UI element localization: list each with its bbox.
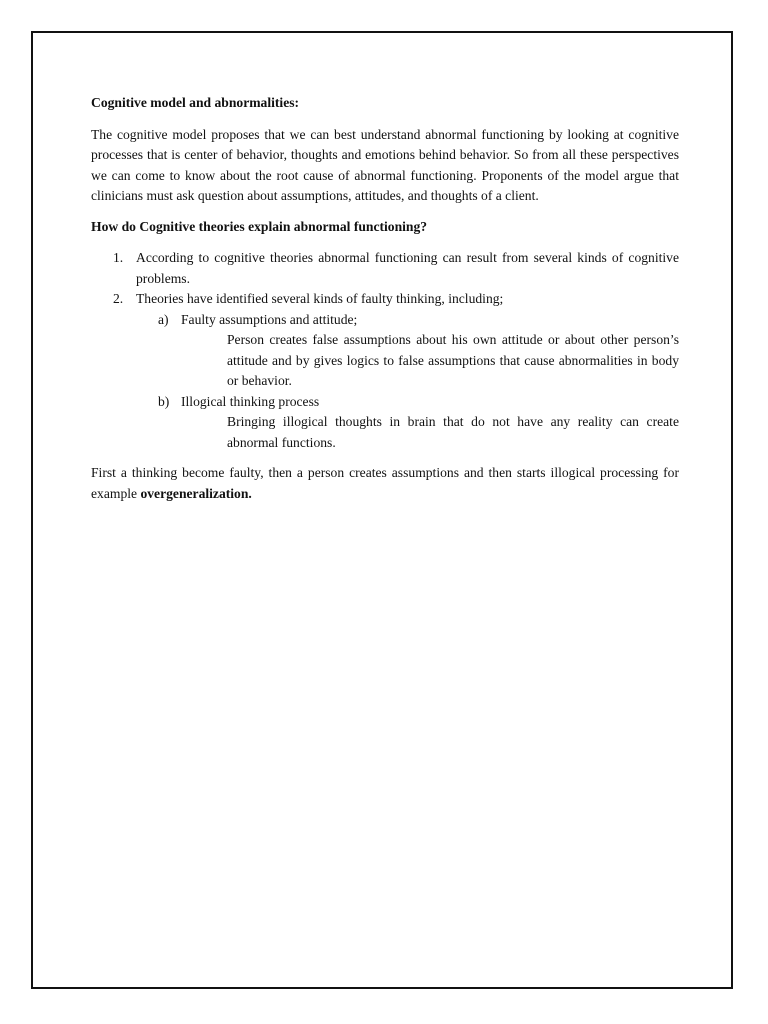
closing-text: First a thinking become faulty, then a person creates assumptions and then starts illogical processing for example [91, 465, 679, 501]
list-item-text: According to cognitive theories abnormal functioning can result from several kinds of cognitive problems. [136, 250, 679, 286]
closing-paragraph [91, 463, 679, 504]
section-heading-cognitive-theories: How do Cognitive theories explain abnormal functioning? [91, 218, 428, 234]
list-item [91, 289, 679, 310]
list-marker: 1. [113, 250, 124, 265]
sublist-item-title: Illogical thinking process [181, 393, 320, 409]
closing-bold-term: overgeneralization. [140, 485, 252, 501]
sublist-marker: b) [158, 393, 170, 409]
list-item-text: Theories have identified several kinds of faulty thinking, including; [136, 291, 504, 306]
sublist-item [91, 310, 679, 331]
section-heading-cognitive-model: Cognitive model and abnormalities: [91, 95, 300, 110]
sublist-item-title: Faulty assumptions and attitude; [181, 311, 358, 327]
sublist-marker: a) [158, 311, 169, 327]
numbered-list [91, 248, 679, 453]
sublist-item [91, 392, 679, 413]
intro-paragraph: The cognitive model proposes that we can best understand abnormal functioning by looking at cognitive processes that is center of behavior, thoughts and emotions behind behavior. So from all these perspectives we can come to know about the root cause of abnormal functioning. Proponents of the model argue that clinicians must ask question about assumptions, attitudes, and thoughts of a client. [91, 126, 679, 203]
list-marker: 2. [113, 291, 124, 306]
sublist-item-body: Person creates false assumptions about his own attitude or about other person’s attitude and by gives logics to false assumptions that cause abnormalities in body or behavior. [227, 332, 679, 388]
document-content [91, 93, 679, 504]
document-page [31, 31, 733, 989]
sublist-item-body: Bringing illogical thoughts in brain that do not have any reality can create abnormal functions. [227, 414, 679, 450]
list-item [91, 248, 679, 289]
